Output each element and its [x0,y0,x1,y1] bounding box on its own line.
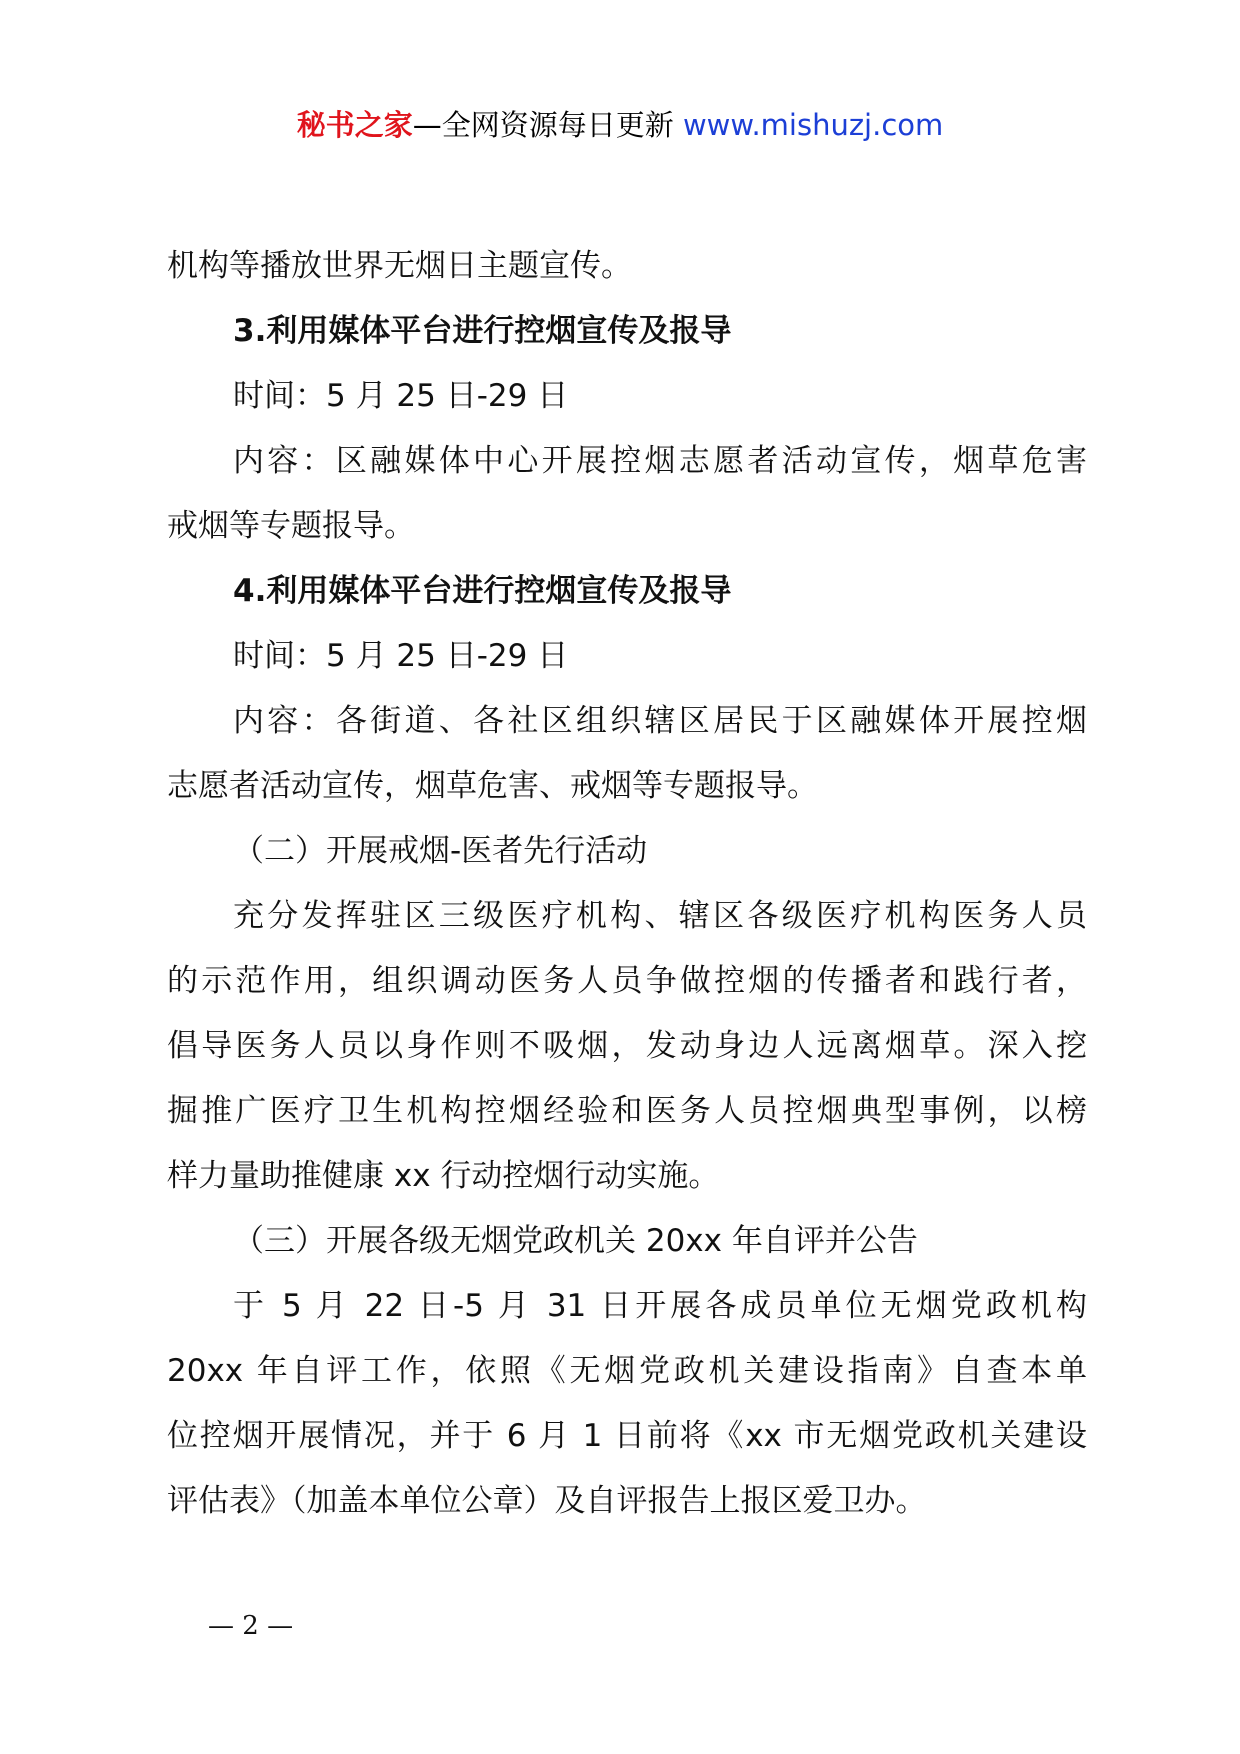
site-url-link[interactable]: www.mishuzj.com [682,108,944,142]
paragraph-line: 20xx 年自评工作，依照《无烟党政机关建设指南》自查本单 [167,1353,1087,1389]
paragraph-line: 充分发挥驻区三级医疗机构、辖区各级医疗机构医务人员 [233,898,1087,934]
paragraph-line: （三）开展各级无烟党政机关 20xx 年自评并公告 [233,1223,918,1259]
paragraph-line: 掘推广医疗卫生机构控烟经验和医务人员控烟典型事例，以榜 [167,1093,1087,1129]
paragraph-line: 于 5 月 22 日-5 月 31 日开展各成员单位无烟党政机构 [233,1288,1087,1324]
paragraph-line: （二）开展戒烟-医者先行活动 [233,833,648,869]
paragraph-line: 的示范作用，组织调动医务人员争做控烟的传播者和践行者， [167,963,1087,999]
site-header [0,100,1240,150]
paragraph-line: 倡导医务人员以身作则不吸烟，发动身边人远离烟草。深入挖 [167,1028,1087,1064]
header-tagline: —全网资源每日更新 [412,108,674,142]
section-heading: 3.利用媒体平台进行控烟宣传及报导 [233,313,732,349]
paragraph-line: 内容：各街道、各社区组织辖区居民于区融媒体开展控烟 [233,703,1087,739]
paragraph-line: 时间：5 月 25 日-29 日 [233,378,569,414]
paragraph-line: 样力量助推健康 xx 行动控烟行动实施。 [167,1158,720,1194]
paragraph-line: 评估表》（加盖本单位公章）及自评报告上报区爱卫办。 [167,1483,927,1519]
page-number: — 2 — [208,1611,294,1641]
paragraph-line: 位控烟开展情况，并于 6 月 1 日前将《xx 市无烟党政机关建设 [167,1418,1087,1454]
paragraph-line: 机构等播放世界无烟日主题宣传。 [167,248,632,284]
paragraph-line: 时间：5 月 25 日-29 日 [233,638,569,674]
paragraph-line: 志愿者活动宣传，烟草危害、戒烟等专题报导。 [167,768,818,804]
paragraph-line: 戒烟等专题报导。 [167,508,415,544]
paragraph-line: 内容：区融媒体中心开展控烟志愿者活动宣传，烟草危害 [233,443,1087,479]
section-heading: 4.利用媒体平台进行控烟宣传及报导 [233,573,732,609]
brand-name: 秘书之家 [296,108,413,142]
document-body [167,234,1087,1534]
